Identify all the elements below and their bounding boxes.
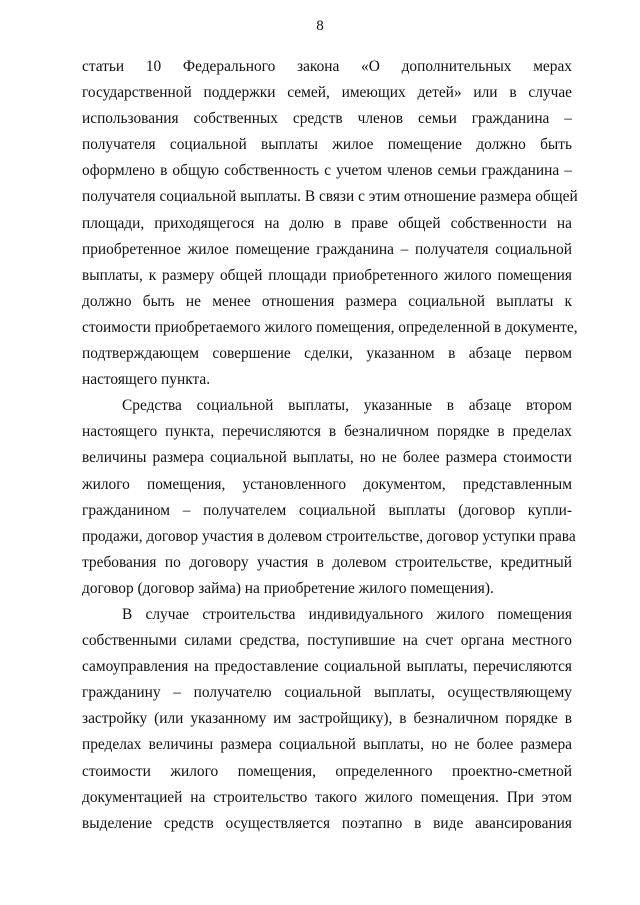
text-line: Средства социальной выплаты, указанные в абзаце втором [122, 397, 572, 415]
text-line: договор (договор займа) на приобретение жилого помещения). [82, 579, 494, 597]
text-line: застройку (или указанному им застройщику), в безналичном порядке в [82, 710, 572, 728]
text-line: получателя социальной выплаты жилое помещение должно быть [82, 136, 572, 154]
paragraph-1 [82, 54, 578, 393]
text-line: оформлено в общую собственность с учетом членов семьи гражданина – [82, 162, 572, 180]
text-line: государственной поддержки семей, имеющих детей» или в случае [82, 84, 572, 102]
text-line: получателя социальной выплаты. В связи с этим отношение размера общей [82, 188, 578, 206]
document-body [82, 54, 578, 837]
text-line: подтверждающем совершение сделки, указанном в абзаце первом [82, 345, 572, 363]
paragraph-2 [82, 393, 576, 602]
text-line: статьи 10 Федерального закона «О дополнительных мерах [82, 58, 572, 75]
text-line: использования собственных средств членов семьи гражданина – [82, 110, 572, 128]
text-line: выделение средств осуществляется поэтапно в виде авансирования [82, 814, 572, 832]
text-line: величины размера социальной выплаты, но не более размера стоимости [82, 449, 572, 467]
text-line: выплаты, к размеру общей площади приобретенного жилого помещения [82, 266, 572, 284]
text-line: В случае строительства индивидуального жилого помещения [122, 605, 572, 623]
paragraph-3 [82, 602, 572, 837]
text-line: собственными силами средства, поступившие на счет органа местного [82, 632, 572, 650]
text-line: настоящего пункта, перечисляются в безналичном порядке в пределах [82, 423, 572, 441]
text-line: документацией на строительство такого жилого помещения. При этом [82, 788, 572, 806]
text-line: площади, приходящегося на долю в праве общей собственности на [82, 214, 572, 232]
text-line: гражданину – получателю социальной выплаты, осуществляющему [82, 684, 572, 702]
text-line: настоящего пункта. [82, 371, 211, 389]
text-line: стоимости приобретаемого жилого помещения, определенной в документе, [82, 318, 578, 336]
text-line: самоуправления на предоставление социальной выплаты, перечисляются [82, 658, 572, 676]
page-number: 8 [316, 18, 324, 34]
text-line: приобретенное жилое помещение гражданина – получателя социальной [82, 240, 572, 258]
text-line: жилого помещения, установленного документом, представленным [82, 475, 572, 493]
text-line: продажи, договор участия в долевом строительстве, договор уступки права [82, 527, 576, 545]
text-line: требования по договору участия в долевом строительстве, кредитный [82, 553, 572, 571]
text-line: должно быть не менее отношения размера социальной выплаты к [82, 292, 572, 310]
text-line: гражданином – получателем социальной выплаты (договор купли- [82, 501, 572, 519]
text-line: стоимости жилого помещения, определенного проектно-сметной [82, 762, 572, 780]
text-line: пределах величины размера социальной выплаты, но не более размера [82, 736, 572, 754]
